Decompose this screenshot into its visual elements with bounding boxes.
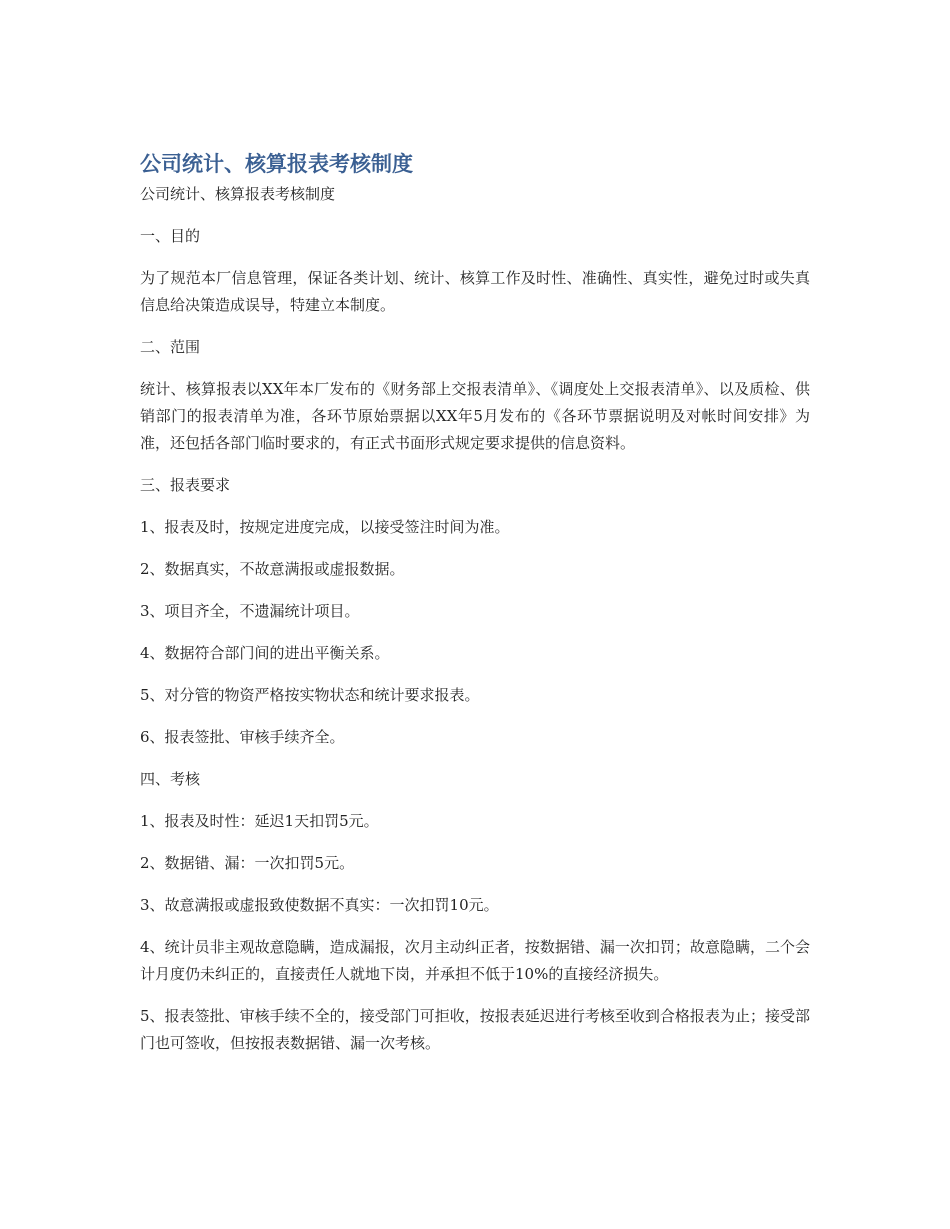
assessment-item: 3、故意满报或虚报致使数据不真实：一次扣罚10元。 — [140, 896, 499, 914]
requirement-item: 6、报表签批、审核手续齐全。 — [140, 728, 345, 746]
requirement-item: 4、数据符合部门间的进出平衡关系。 — [140, 644, 390, 662]
requirement-item: 5、对分管的物资严格按实物状态和统计要求报表。 — [140, 686, 480, 704]
requirement-item: 2、数据真实，不故意满报或虚报数据。 — [140, 560, 405, 578]
document-subtitle: 公司统计、核算报表考核制度 — [140, 185, 336, 203]
assessment-item: 1、报表及时性：延迟1天扣罚5元。 — [140, 812, 379, 830]
assessment-item: 5、报表签批、审核手续不全的，接受部门可拒收，按报表延迟进行考核至收到合格报表为止；接受部门也可签收，但按报表数据错、漏一次考核。 — [140, 1007, 810, 1052]
section-heading-scope: 二、范围 — [140, 338, 201, 356]
assessment-item: 4、统计员非主观故意隐瞒，造成漏报，次月主动纠正者，按数据错、漏一次扣罚；故意隐瞒，二个会计月度仍未纠正的，直接责任人就地下岗，并承担不低于10%的直接经济损失。 — [140, 938, 810, 983]
requirement-item: 1、报表及时，按规定进度完成，以接受签注时间为准。 — [140, 518, 510, 536]
assessment-item: 2、数据错、漏：一次扣罚5元。 — [140, 854, 355, 872]
section-heading-assessment: 四、考核 — [140, 770, 201, 788]
section-heading-purpose: 一、目的 — [140, 227, 201, 245]
paragraph-purpose: 为了规范本厂信息管理，保证各类计划、统计、核算工作及时性、准确性、真实性，避免过时或失真信息给决策造成误导，特建立本制度。 — [140, 269, 810, 314]
requirement-item: 3、项目齐全，不遗漏统计项目。 — [140, 602, 360, 620]
document-title: 公司统计、核算报表考核制度 — [140, 152, 413, 176]
paragraph-scope: 统计、核算报表以XX年本厂发布的《财务部上交报表清单》、《调度处上交报表清单》、以及质检、供销部门的报表清单为准，各环节原始票据以XX年5月发布的《各环节票据说明及对帐时间安排》为准，还包括各部门临时要求的，有正式书面形式规定要求提供的信息资料。 — [140, 380, 810, 452]
section-heading-requirements: 三、报表要求 — [140, 476, 231, 494]
document-page — [140, 148, 810, 1057]
